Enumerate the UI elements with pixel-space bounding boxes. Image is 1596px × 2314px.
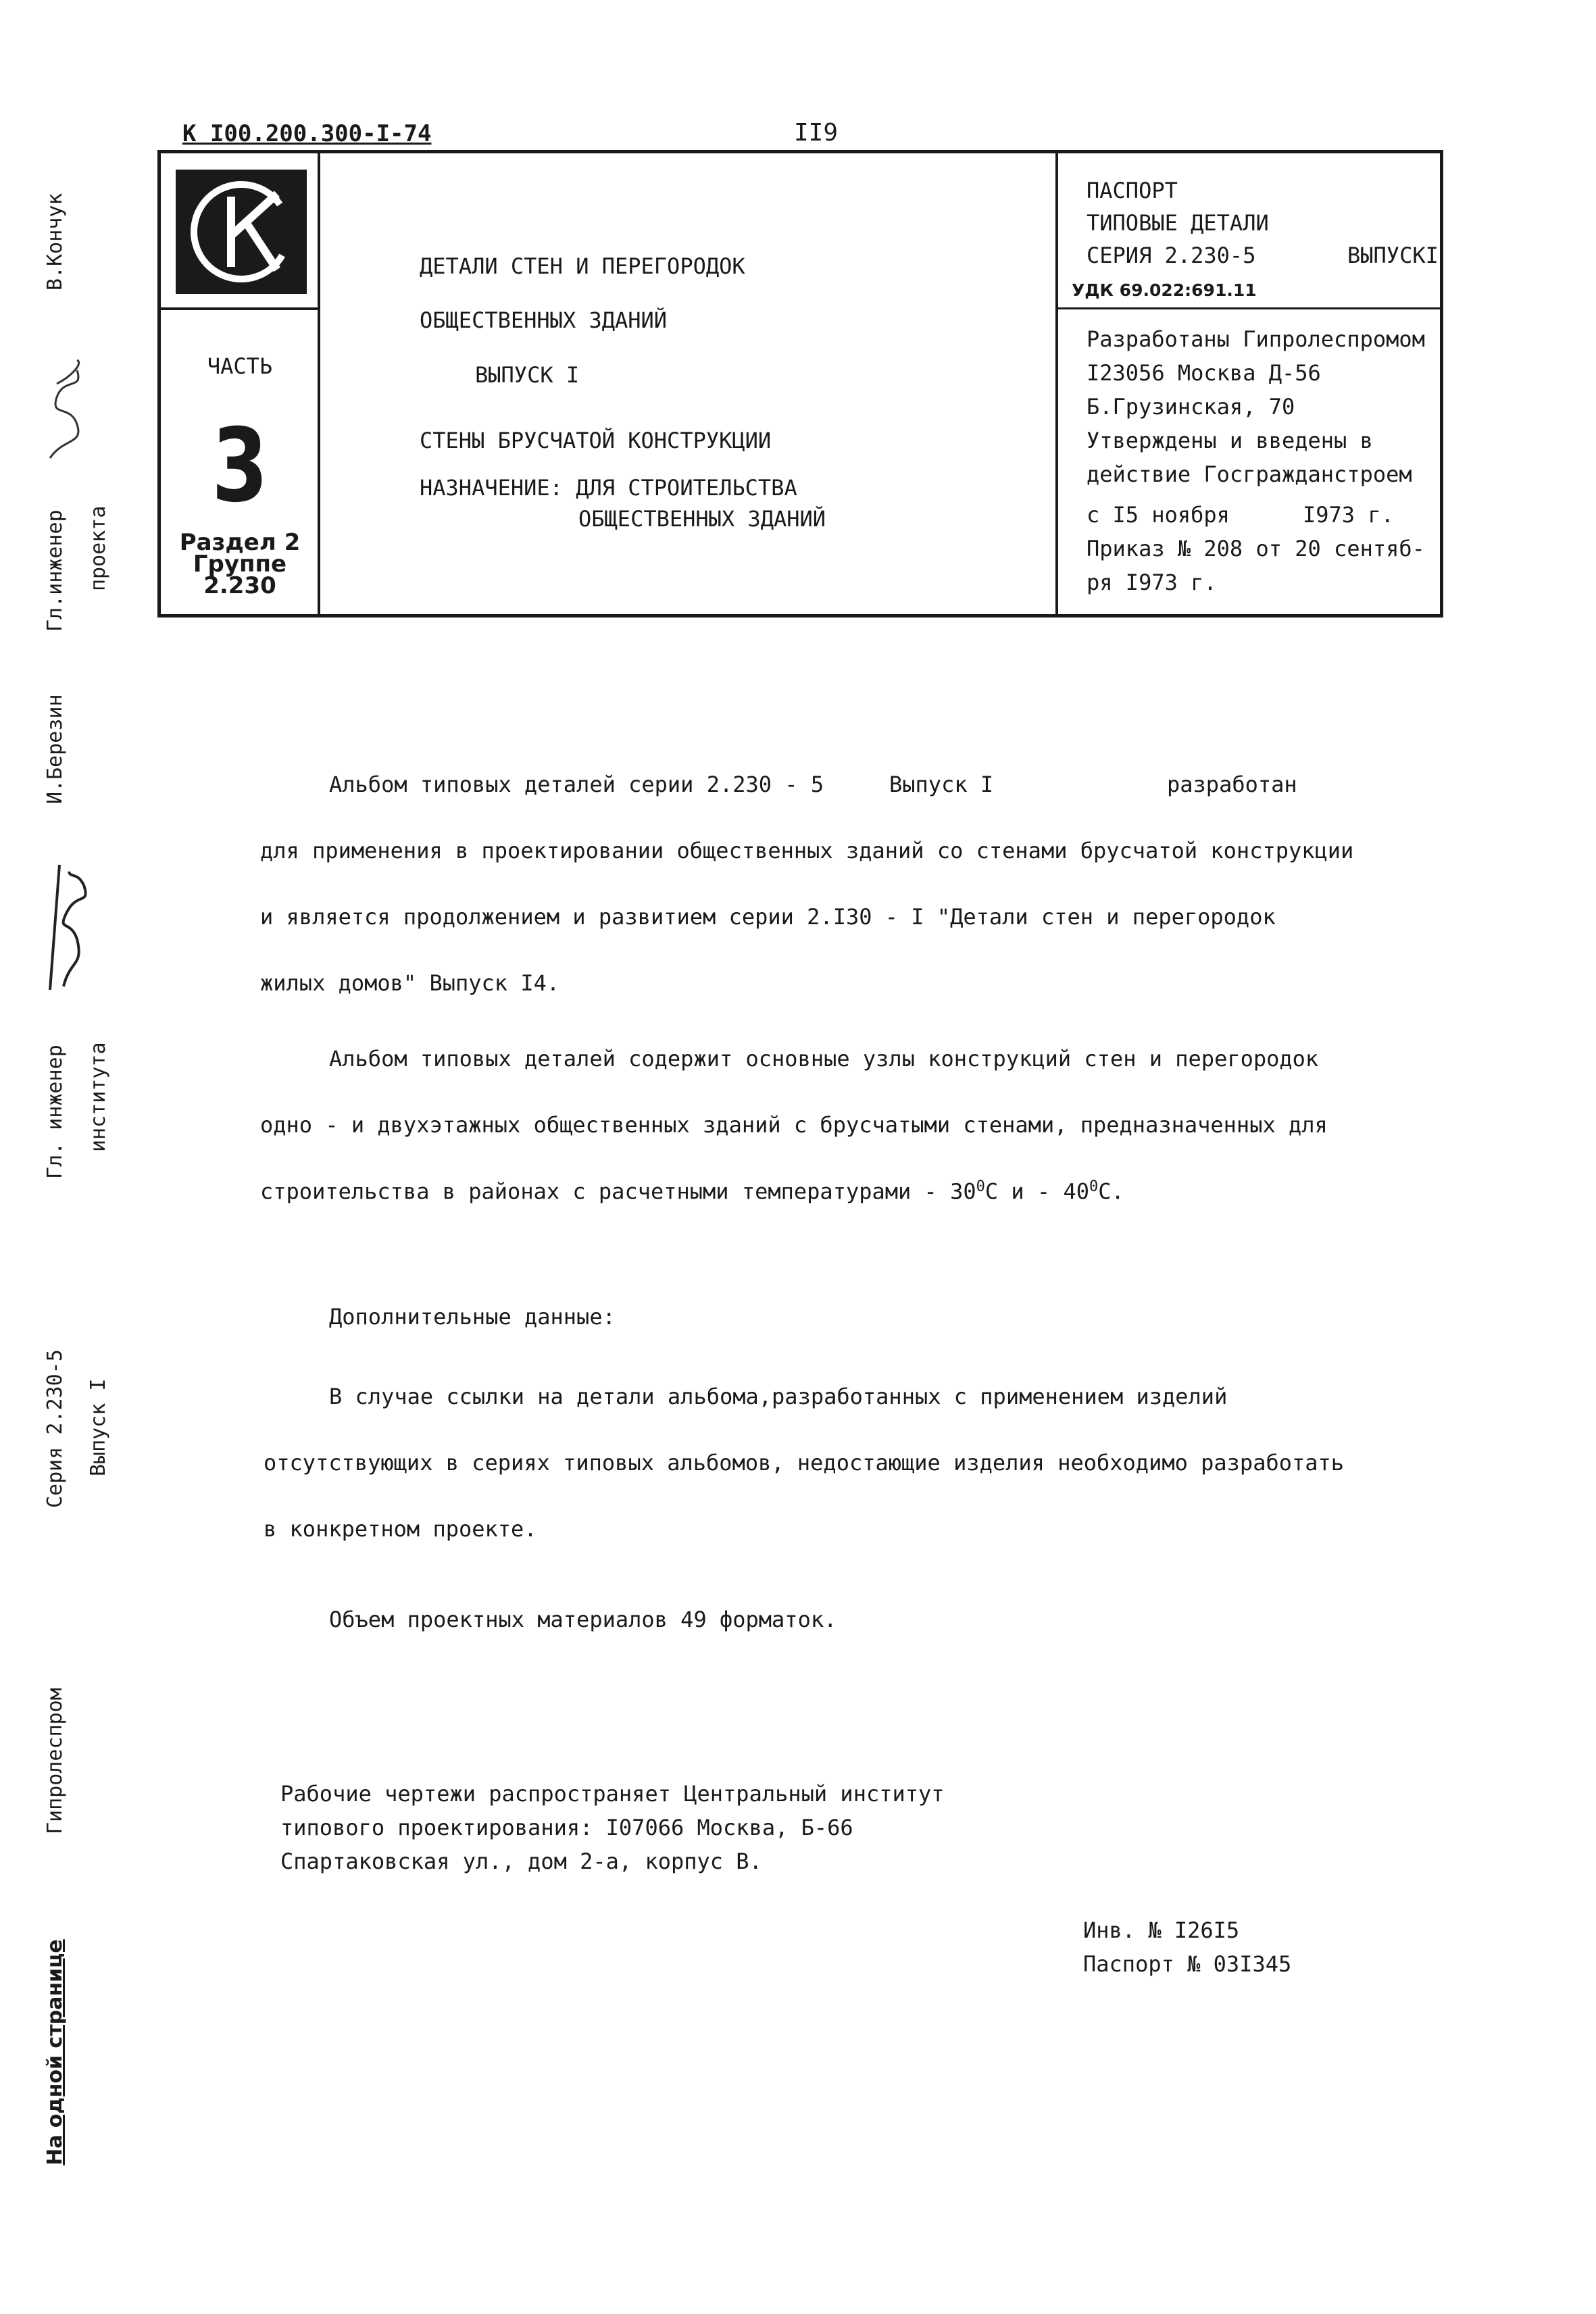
margin-issue: Выпуск I [86,1378,110,1476]
margin-name-1: В.Кончук [43,193,67,291]
purpose-line-1: НАЗНАЧЕНИЕ: ДЛЯ СТРОИТЕЛЬСТВА [420,475,797,501]
effective-year: I973 г. [1303,502,1394,528]
margin-role-1b: проекта [86,505,110,591]
p2-line2: одно - и двухэтажных общественных зданий с брусчатыми стенами, предназначенных для [260,1112,1328,1138]
logo-divider [161,307,319,310]
passport-title: ПАСПОРТ [1087,178,1178,203]
p2-line3-c: С. [1098,1178,1124,1205]
subtitle: СТЕНЫ БРУСЧАТОЙ КОНСТРУКЦИИ [420,428,772,453]
passport-divider [1055,307,1443,309]
extra-data-heading: Дополнительные данные: [329,1304,616,1330]
typical-details: ТИПОВЫЕ ДЕТАЛИ [1087,210,1269,236]
p1-line1-c: разработан [1167,772,1297,797]
p1-line2: для применения в проектировании общественных зданий со стенами брусчатой конструкции [260,838,1354,863]
p3-line2: отсутствующих в сериях типовых альбомов, недостающие изделия необходимо разработать [264,1450,1345,1476]
volume-note: Объем проектных материалов 49 форматок. [329,1607,837,1632]
approval-line-2: действие Госгражданстроем [1087,461,1412,487]
p2-line3-b: С и - 40 [984,1178,1089,1205]
margin-one-page-note: На одной странице [43,1939,67,2165]
signature-1 [36,357,97,465]
title-line-1: ДЕТАЛИ СТЕН И ПЕРЕГОРОДОК [420,253,745,279]
margin-role-2b: института [86,1042,110,1152]
page-number: II9 [794,119,839,147]
series-label: СЕРИЯ 2.230-5 [1087,243,1256,268]
document-code: К I00.200.300-I-74 [182,120,432,147]
p1-line3: и является продолжением и развитием серии 2.I30 - I "Детали стен и перегородок [260,904,1276,930]
p1-line1-a: Альбом типовых деталей серии 2.230 - 5 [329,772,824,797]
group-number: 2.230 [203,572,276,599]
margin-organization: Гипролеспром [43,1688,67,1834]
section-text: Раздел 2 [179,529,301,556]
developer-line-3: Б.Грузинская, 70 [1087,394,1295,420]
title-block [157,150,1443,618]
degree-mark-2: 0 [1089,1178,1099,1195]
approval-line-1: Утверждены и введены в [1087,428,1373,453]
degree-mark-1: 0 [976,1178,985,1195]
p2-line3 [260,1178,1124,1205]
part-number: 3 [211,407,268,525]
margin-role-1a: Гл.инженер [43,509,67,632]
ck-logo-icon [176,170,307,294]
developer-line-2: I23056 Москва Д-56 [1087,360,1321,386]
institute-logo [176,170,307,294]
margin-name-2: И.Березин [43,694,67,804]
developer-line-1: Разработаны Гипролеспромом [1087,326,1425,352]
order-line-2: ря I973 г. [1087,570,1217,595]
signature-2 [30,858,97,993]
p2-line3-a: строительства в районах с расчетными температурами - 30 [260,1178,976,1205]
p1-line1-b: Выпуск I [889,772,994,797]
title-divider-right [1055,153,1058,614]
issue-title: ВЫПУСК I [475,362,580,388]
order-line-1: Приказ № 208 от 20 сентяб- [1087,536,1425,561]
margin-role-2a: Гл. инженер [43,1045,67,1179]
part-label: ЧАСТЬ [207,353,273,379]
distribution-line-2: типового проектирования: I07066 Москва, Б-66 [280,1815,853,1840]
purpose-line-2: ОБЩЕСТВЕННЫХ ЗДАНИЙ [578,506,826,532]
title-line-2: ОБЩЕСТВЕННЫХ ЗДАНИЙ [420,307,668,333]
issue-short: ВЫПУСКI [1347,243,1439,268]
p1-line4: жилых домов" Выпуск I4. [260,970,560,996]
udk-code: УДК 69.022:691.11 [1072,280,1257,300]
group-text: Группе [193,551,287,578]
p3-line1: В случае ссылки на детали альбома,разработанных с применением изделий [329,1384,1228,1409]
inventory-number: Инв. № I26I5 [1083,1917,1240,1943]
passport-number: Паспорт № 03I345 [1083,1951,1292,1977]
p3-line3: в конкретном проекте. [264,1516,537,1542]
distribution-line-1: Рабочие чертежи распространяет Центральный институт [280,1781,945,1807]
effective-date: с I5 ноября [1087,502,1230,528]
p2-line1: Альбом типовых деталей содержит основные узлы конструкций стен и перегородок [329,1046,1319,1072]
margin-series: Серия 2.230-5 [43,1349,67,1508]
section-label [161,529,319,599]
distribution-line-3: Спартаковская ул., дом 2-а, корпус В. [280,1848,762,1874]
